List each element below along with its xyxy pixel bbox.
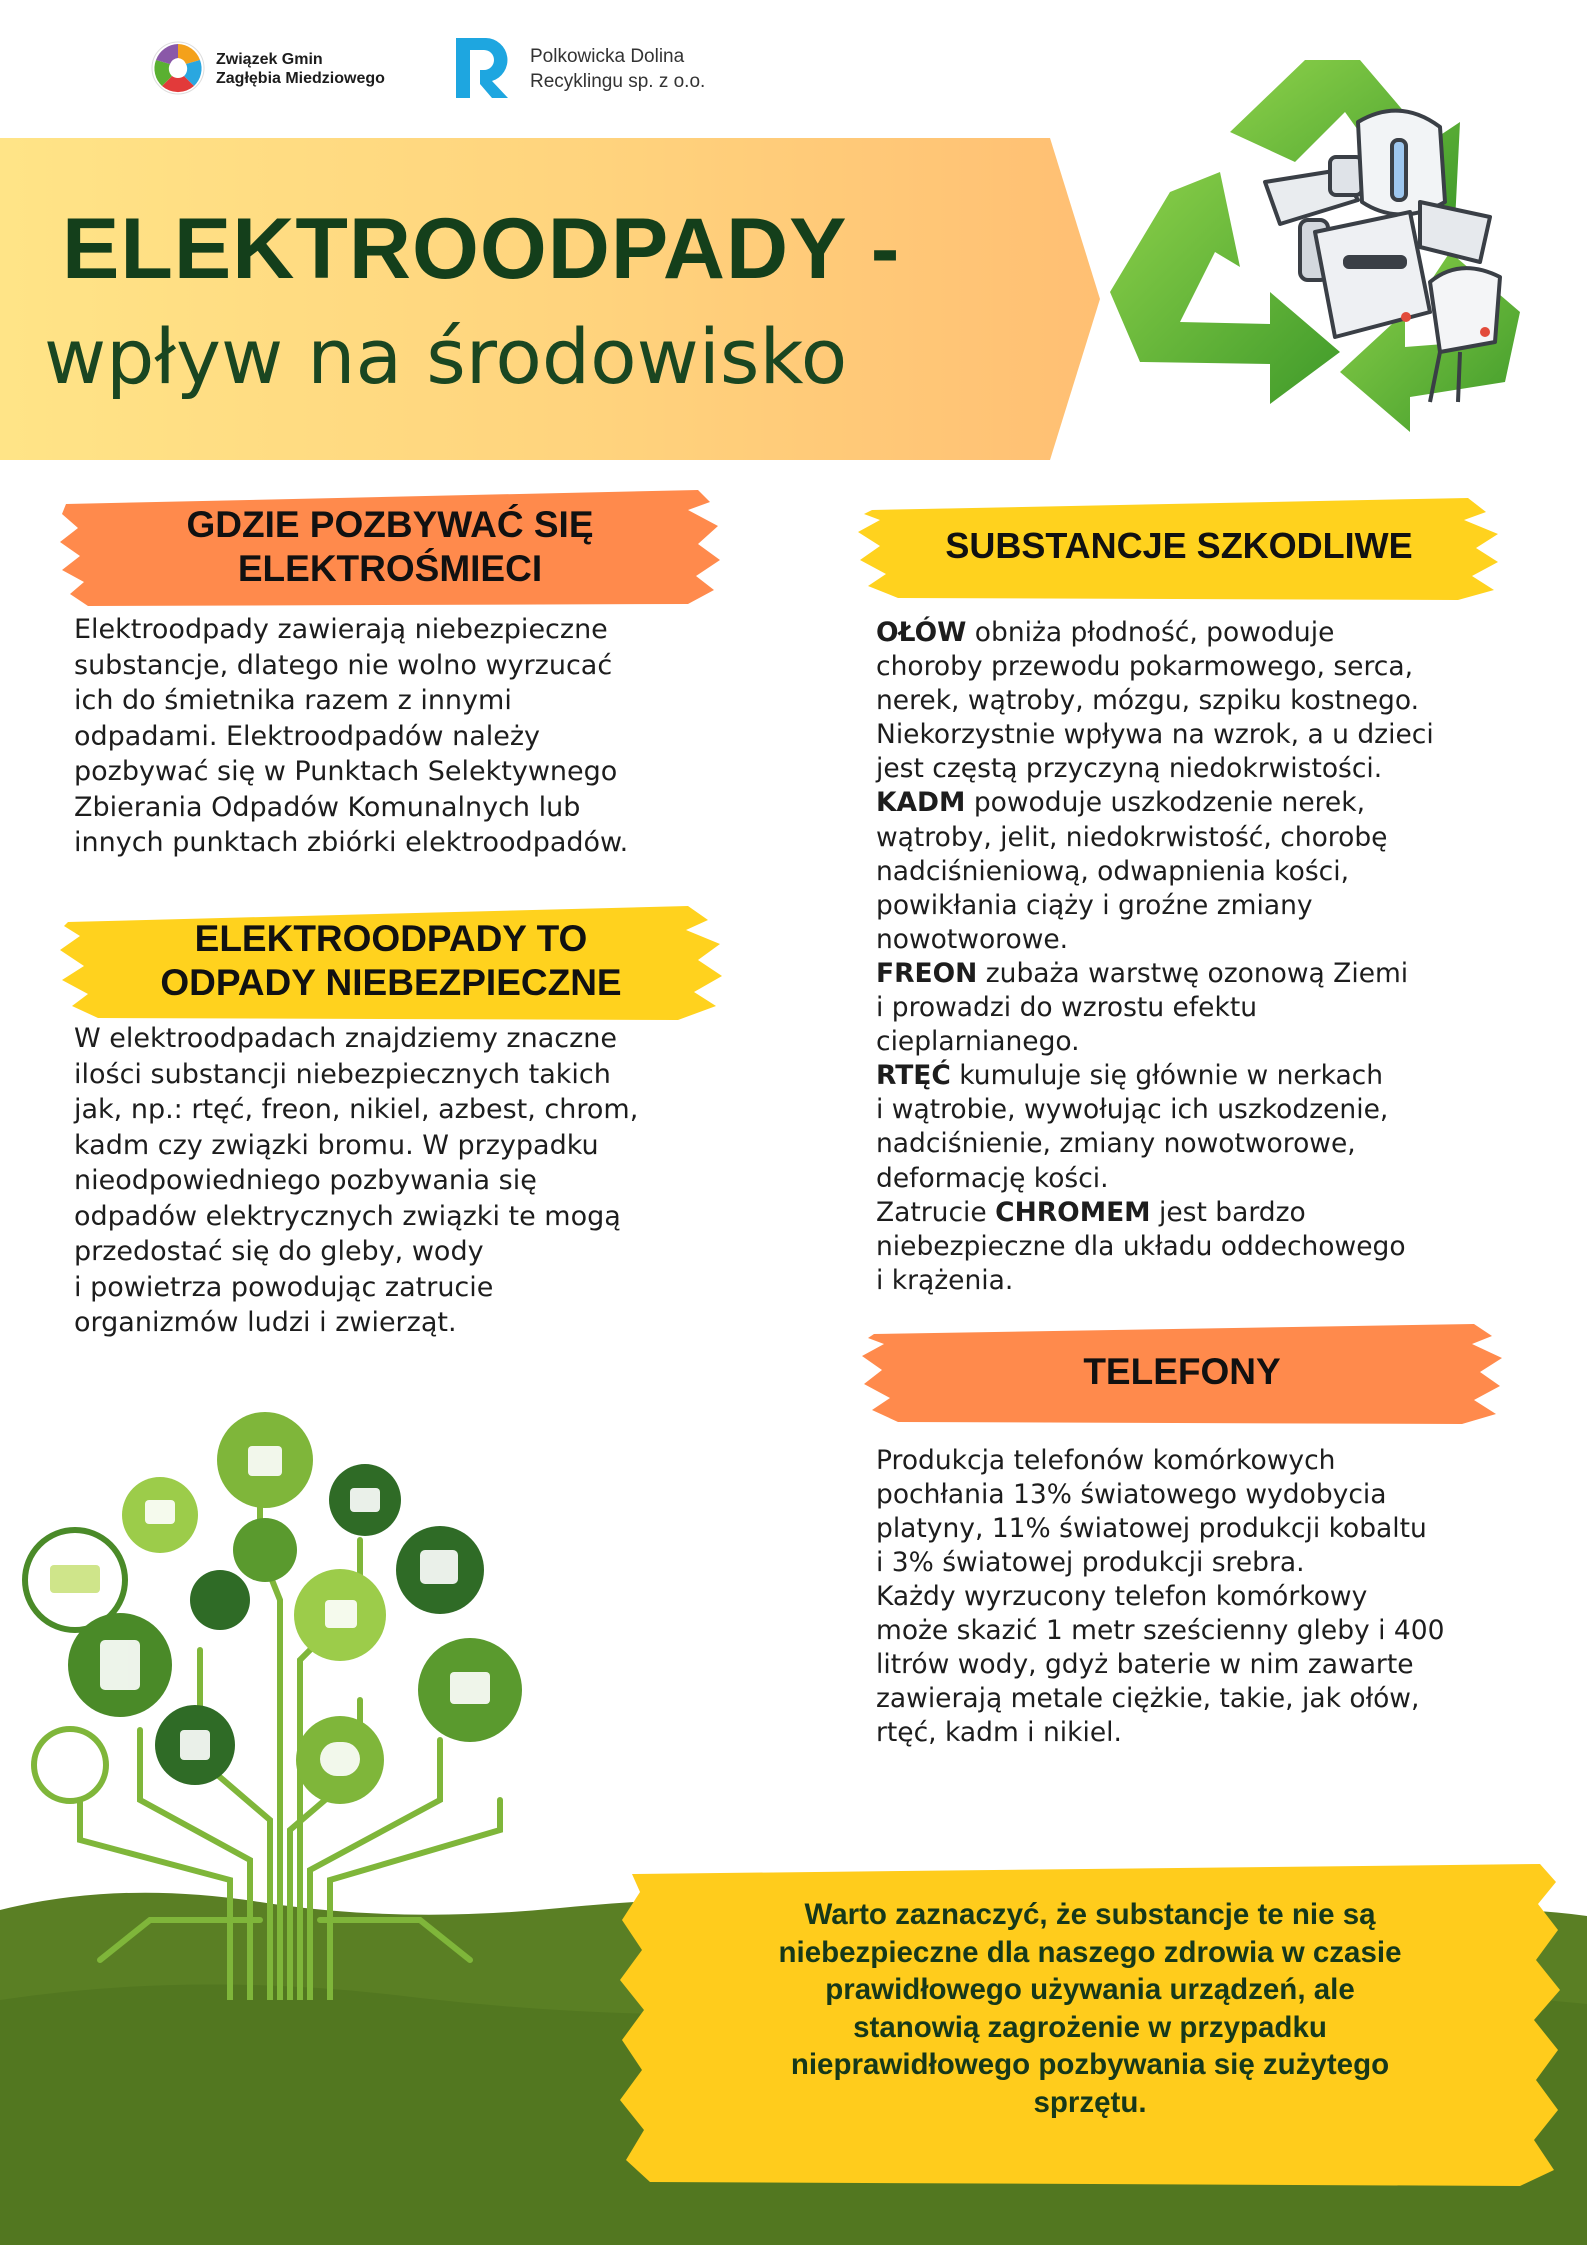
eco-tech-tree-illustration [20, 1400, 580, 2000]
pdr-name-line2: Recyklingu sp. z o.o. [530, 71, 706, 92]
heading-substancje-text: SUBSTANCJE SZKODLIWE [945, 525, 1413, 566]
text-line: może skazić 1 metr sześcienny gleby i 400 [876, 1615, 1445, 1646]
text-line: nadciśnienie, zmiany nowotworowe, [876, 1128, 1356, 1160]
text-line: i 3% światowej produkcji srebra. [876, 1547, 1305, 1578]
text-line: sprzętu. [1033, 2085, 1147, 2119]
substance-rtec-label: RTĘĆ [876, 1060, 951, 1092]
note-box [620, 1860, 1560, 2190]
zgzm-name-line1: Związek Gmin [216, 51, 323, 68]
text-line: niebezpieczne dla układu oddechowego [876, 1230, 1406, 1262]
text-line: Każdy wyrzucony telefon komórkowy [876, 1581, 1368, 1612]
substance-freon-label: FREON [876, 957, 978, 989]
text-line: Zbierania Odpadów Komunalnych lub [74, 791, 581, 823]
text-line: nerek, wątroby, mózgu, szpiku kostnego. [876, 685, 1420, 717]
note-text [660, 1896, 1520, 2121]
text-line: i powietrza powodując zatrucie [74, 1271, 494, 1303]
text-line: odpadów elektrycznych związki te mogą [74, 1200, 621, 1232]
text-line: i krążenia. [876, 1264, 1014, 1296]
zgzm-logo [150, 40, 400, 100]
heading-gdzie-pozbywac [58, 486, 722, 608]
text-line: powoduje uszkodzenie nerek, [965, 787, 1366, 819]
text-line: organizmów ludzi i zwierząt. [74, 1307, 457, 1338]
text-line: kumuluje się głównie w nerkach [950, 1060, 1384, 1092]
text-line: i prowadzi do wzrostu efektu [876, 992, 1258, 1024]
heading-gdzie-line2: ELEKTROŚMIECI [237, 548, 543, 589]
text-line: jest częstą przyczyną niedokrwistości. [876, 753, 1383, 785]
text-line: nieodpowiedniego pozbywania się [74, 1165, 537, 1196]
text-line: przedostać się do gleby, wody [74, 1236, 484, 1267]
heading-telefony-text: TELEFONY [1083, 1351, 1281, 1392]
heading-odpady-niebezpieczne [58, 900, 724, 1022]
text-line: cieplarnianego. [876, 1026, 1080, 1058]
paragraph-gdzie [74, 612, 734, 861]
text-line: rtęć, kadm i nikiel. [876, 1717, 1122, 1748]
text-line: pozbywać się w Punktach Selektywnego [74, 756, 618, 787]
paragraph-telefony [876, 1444, 1526, 1750]
pdr-logo [452, 36, 772, 106]
text-line: niebezpieczne dla naszego zdrowia w czasie [778, 1935, 1402, 1969]
heading-telefony [862, 1318, 1502, 1426]
text-line: wątroby, jelit, niedokrwistość, chorobę [876, 821, 1388, 853]
text-line: kadm czy związki bromu. W przypadku [74, 1129, 599, 1161]
text-line: i wątrobie, wywołując ich uszkodzenie, [876, 1094, 1389, 1126]
text-line: prawidłowego używania urządzeń, ale [825, 1973, 1355, 2006]
text-line: pochłania 13% światowego wydobycia [876, 1479, 1387, 1510]
text-line: deformację kości. [876, 1162, 1109, 1194]
zgzm-name-line2: Zagłębia Miedziowego [216, 70, 385, 87]
text-line: zubaża warstwę ozonową Ziemi [977, 957, 1409, 989]
substance-chrom-label: CHROMEM [995, 1196, 1151, 1228]
text-line: Niekorzystnie wpływa na wzrok, a u dzieci [876, 719, 1434, 751]
paragraph-niebezpieczne [74, 1021, 746, 1341]
recycle-appliances-icon [1100, 52, 1540, 462]
text-line: jest bardzo [1150, 1196, 1306, 1228]
text-line: nowotworowe. [876, 923, 1069, 955]
text-line: obniża płodność, powoduje [966, 617, 1335, 648]
text-line: ich do śmietnika razem z innymi [74, 685, 512, 716]
text-line: powikłania ciąży i groźne zmiany [876, 889, 1313, 921]
heading-odpady-line2: ODPADY NIEBEZPIECZNE [160, 962, 622, 1003]
text-line: stanowią zagrożenie w przypadku [853, 2010, 1327, 2044]
text-line: Produkcja telefonów komórkowych [876, 1445, 1336, 1476]
text-line: jak, np.: rtęć, freon, nikiel, azbest, chrom, [74, 1094, 639, 1125]
substance-kadm-label: KADM [876, 787, 966, 819]
text-line: nieprawidłowego pozbywania się zużytego [790, 2048, 1390, 2081]
substance-olow-label: OŁÓW [876, 617, 967, 648]
paragraph-substancje [876, 616, 1516, 1298]
zgzm-logo-mark-icon [150, 40, 206, 96]
heading-odpady-line1: ELEKTROODPADY TO [194, 918, 588, 959]
text-line: innych punktach zbiórki elektroodpadów. [74, 827, 629, 858]
text-line: nadciśnieniową, odwapnienia kości, [876, 855, 1350, 887]
text-line: substancje, dlatego nie wolno wyrzucać [74, 649, 613, 681]
text-line: zawierają metale ciężkie, takie, jak ołów, [876, 1683, 1420, 1714]
heading-substancje-szkodliwe [858, 490, 1500, 602]
page-subtitle: wpływ na środowisko [44, 312, 848, 401]
text-line: choroby przewodu pokarmowego, serca, [876, 651, 1414, 683]
text-line: odpadami. Elektroodpadów należy [74, 720, 541, 752]
heading-gdzie-line1: GDZIE POZBYWAĆ SIĘ [186, 504, 594, 545]
text-line: platyny, 11% światowej produkcji kobaltu [876, 1513, 1427, 1544]
text-line: Elektroodpady zawierają niebezpieczne [74, 614, 608, 645]
pdr-name-line1: Polkowicka Dolina [530, 46, 685, 67]
text-line: W elektroodpadach znajdziemy znaczne [74, 1023, 618, 1054]
text-line: Zatrucie [876, 1196, 996, 1228]
title-banner [0, 138, 1100, 460]
page-title: ELEKTROODPADY - [62, 201, 901, 297]
text-line: ilości substancji niebezpiecznych takich [74, 1058, 611, 1090]
text-line: Warto zaznaczyć, że substancje te nie są [804, 1898, 1376, 1931]
pdr-logo-mark-icon [452, 36, 512, 100]
text-line: litrów wody, gdyż baterie w nim zawarte [876, 1649, 1414, 1680]
